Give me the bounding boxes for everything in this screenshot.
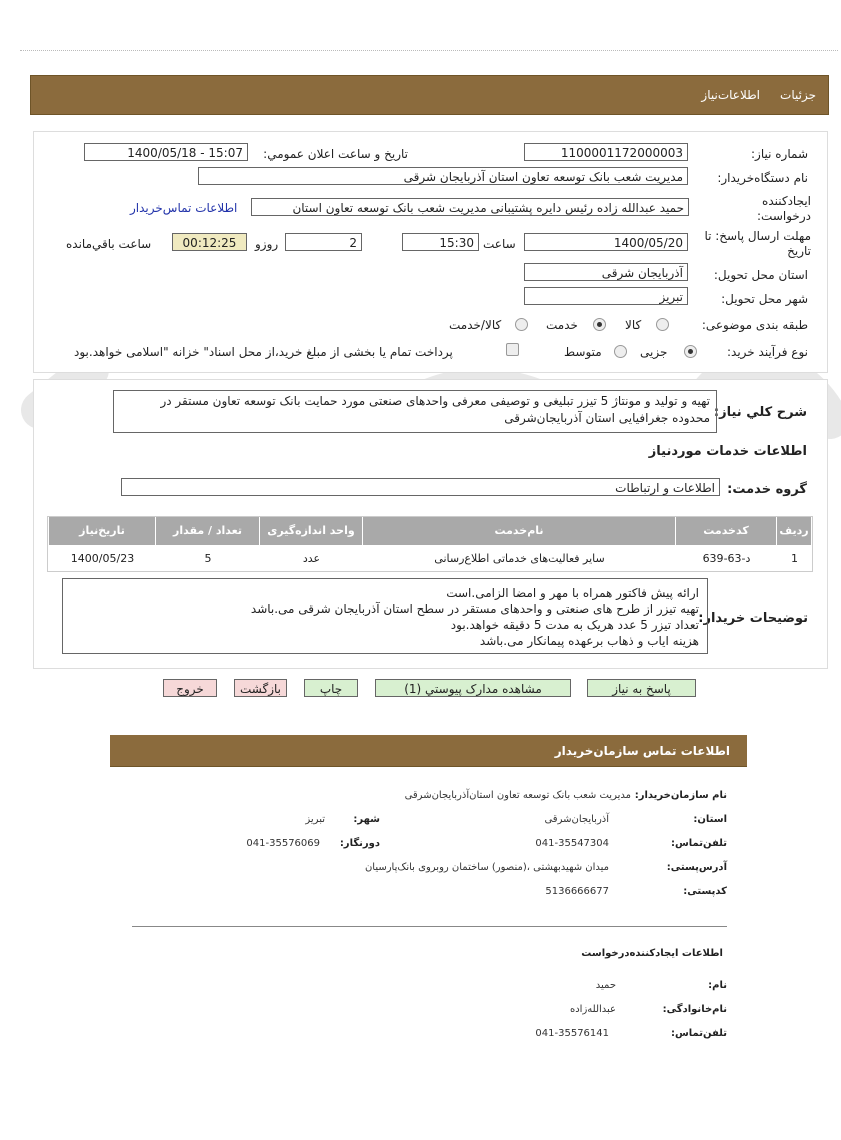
- contact-address-label: آدرس‌پستی:: [666, 862, 727, 873]
- process-radio-medium[interactable]: [614, 345, 627, 358]
- announce-field: 1400/05/18 - 15:07: [84, 143, 248, 161]
- remaining-time-field: 00:12:25: [172, 233, 247, 251]
- contact-address-value: میدان شهید‌بهشتی ،(منصور) ساختمان روبروی بانک‌پارسیان: [364, 862, 609, 873]
- contact-fax-label: دورنگار:: [339, 838, 380, 849]
- category-label: طبقه بندی موضوعی:: [701, 318, 808, 332]
- creator-phone-value: 041-35576141: [535, 1028, 609, 1039]
- category-radio-service[interactable]: [593, 318, 606, 331]
- category-radio-goods-service[interactable]: [515, 318, 528, 331]
- table-header-service-code: کدخدمت: [676, 517, 777, 545]
- contact-city-value: تبریز: [305, 814, 325, 825]
- table-cell-quantity: 5: [204, 552, 212, 565]
- creator-firstname-label: نام:: [708, 980, 727, 991]
- creator-field: حمید عبدالله زاده رئیس دایره پشتیبانی مدیریت شعب بانک توسعه تعاون استان: [251, 198, 689, 216]
- contact-org-value: مدیریت شعب بانک توسعه تعاون استان‌آذربایجان‌شرقی: [404, 790, 631, 801]
- deadline-date-field: 1400/05/20: [524, 233, 688, 251]
- deadline-time-field: 15:30: [402, 233, 479, 251]
- contact-phone-value: 041-35547304: [535, 838, 609, 849]
- process-label: نوع فرآیند خرید:: [727, 345, 808, 359]
- province-label: استان محل تحویل:: [713, 268, 808, 282]
- table-cell-unit: عدد: [302, 552, 321, 565]
- need-number-label: شماره نیاز:: [751, 147, 808, 161]
- services-header: اطلاعات خدمات موردنیاز: [648, 444, 807, 459]
- city-label: شهر محل تحویل:: [721, 292, 808, 306]
- table-header-unit: واحد اندازه‌گیری: [260, 517, 363, 545]
- services-table: [47, 516, 813, 572]
- reply-button[interactable]: پاسخ به نیاز: [587, 679, 696, 697]
- contact-header-title: اطلاعات تماس سازمان‌خریدار: [554, 744, 730, 758]
- contact-postal-value: 5136666677: [545, 886, 609, 897]
- service-group-label: گروه خدمت:: [727, 482, 807, 497]
- table-header-row: ردیف: [777, 517, 812, 545]
- print-button[interactable]: چاپ: [304, 679, 358, 697]
- contact-province-label: استان:: [693, 814, 727, 825]
- table-cell-date: 1400/05/23: [70, 552, 135, 565]
- category-option-goods-service: کالا/خدمت: [449, 318, 502, 332]
- city-field: تبریز: [524, 287, 688, 305]
- table-header-quantity: تعداد / مقدار: [156, 517, 260, 545]
- remaining-label: ساعت باقي‌مانده: [66, 237, 152, 251]
- buyer-note-line: هزینه ایاب و ذهاب برعهده پیمانکار می.باشد: [479, 634, 699, 648]
- treasury-payment-checkbox[interactable]: [506, 343, 519, 356]
- contact-city-label: شهر:: [353, 814, 380, 825]
- category-radio-goods[interactable]: [656, 318, 669, 331]
- need-description-label: شرح کلي نیاز:: [713, 405, 807, 420]
- category-option-service: خدمت: [546, 318, 578, 332]
- table-cell-service-name: سایر فعالیت‌های خدماتی اطلاع‌رسانی: [434, 552, 605, 565]
- back-button[interactable]: بازگشت: [234, 679, 287, 697]
- days-label: روزو: [255, 237, 279, 251]
- creator-label: ایجادکننده درخواست:: [757, 194, 811, 223]
- days-field: 2: [285, 233, 362, 251]
- time-label: ساعت: [483, 237, 516, 251]
- creator-lastname-label: نام‌خانوادگی:: [662, 1004, 727, 1015]
- buyer-note-line: تهیه تیزر از طرح های صنعتی و واحدهای مستقر در سطح استان آذربایجان شرقی می.باشد: [250, 602, 699, 616]
- process-radio-minor[interactable]: [684, 345, 697, 358]
- province-field: آذربایجان شرقی: [524, 263, 688, 281]
- contact-postal-label: کدپستی:: [683, 886, 727, 897]
- contact-org-label: نام سازمان‌خریدار:: [634, 790, 727, 801]
- treasury-payment-note: پرداخت تمام یا بخشی از مبلغ خرید،از محل اسناد" خزانه "اسلامی خواهد.بود: [74, 345, 453, 359]
- exit-button[interactable]: خروج: [163, 679, 217, 697]
- contact-province-value: آذربایجان‌شرقی: [544, 814, 609, 825]
- contact-header-bar: [110, 735, 747, 767]
- details-header-bar: [30, 75, 829, 115]
- process-option-medium: متوسط: [564, 345, 602, 359]
- tab-need-info[interactable]: اطلاعات‌نیاز: [701, 88, 760, 102]
- announce-label: تاریخ و ساعت اعلان عمومي:: [263, 147, 408, 161]
- creator-info-header: اطلاعات ایجادکننده‌درخواست: [581, 948, 723, 959]
- deadline-label: مهلت ارسال پاسخ: تا تاریخ: [704, 229, 811, 258]
- buyer-notes-box: [62, 578, 708, 654]
- buyer-contact-link[interactable]: اطلاعات تماس‌خریدار: [130, 201, 238, 215]
- creator-firstname-value: حمید: [595, 980, 616, 991]
- table-cell-service-code: د-63-639: [702, 552, 751, 565]
- contact-fax-value: 041-35576069: [246, 838, 320, 849]
- table-header-date: تاریخ‌نیاز: [49, 517, 156, 545]
- table-cell-row: 1: [791, 552, 798, 565]
- table-header-service-name: نام‌خدمت: [363, 517, 676, 545]
- creator-lastname-value: عبدالله‌زاده: [569, 1004, 616, 1015]
- view-attachments-button[interactable]: مشاهده مدارک پیوستي (1): [375, 679, 571, 697]
- service-group-field: اطلاعات و ارتباطات: [121, 478, 720, 496]
- top-divider: [20, 50, 838, 51]
- contact-divider: [132, 926, 727, 927]
- buyer-note-line: تعداد تیزر 5 عدد هریک به مدت 5 دقیقه خواهد.بود: [450, 618, 699, 632]
- tab-details[interactable]: جزئیات: [780, 88, 816, 102]
- buyer-org-label: نام دستگاه‌خریدار:: [717, 171, 808, 185]
- category-option-goods: کالا: [625, 318, 642, 332]
- contact-phone-label: تلفن‌تماس:: [670, 838, 727, 849]
- process-option-minor: جزیی: [640, 345, 668, 359]
- creator-phone-label: تلفن‌تماس:: [670, 1028, 727, 1039]
- buyer-notes-label: توضیحات خریدار:: [698, 611, 808, 626]
- need-number-field: 1100001172000003: [524, 143, 688, 161]
- buyer-org-field: مدیریت شعب بانک توسعه تعاون استان آذربایجان شرقی: [198, 167, 688, 185]
- need-description-box: تهیه و تولید و مونتاژ 5 تیزر تبلیغی و توصیفی معرفی واحدهای صنعتی مورد حمایت بانک توسعه تعاون مستقر در محدوده جغرافیایی استان آذربایجان‌شرقی: [113, 390, 717, 433]
- buyer-note-line: ارائه پیش فاکتور همراه با مهر و امضا الزامی.است: [446, 586, 699, 600]
